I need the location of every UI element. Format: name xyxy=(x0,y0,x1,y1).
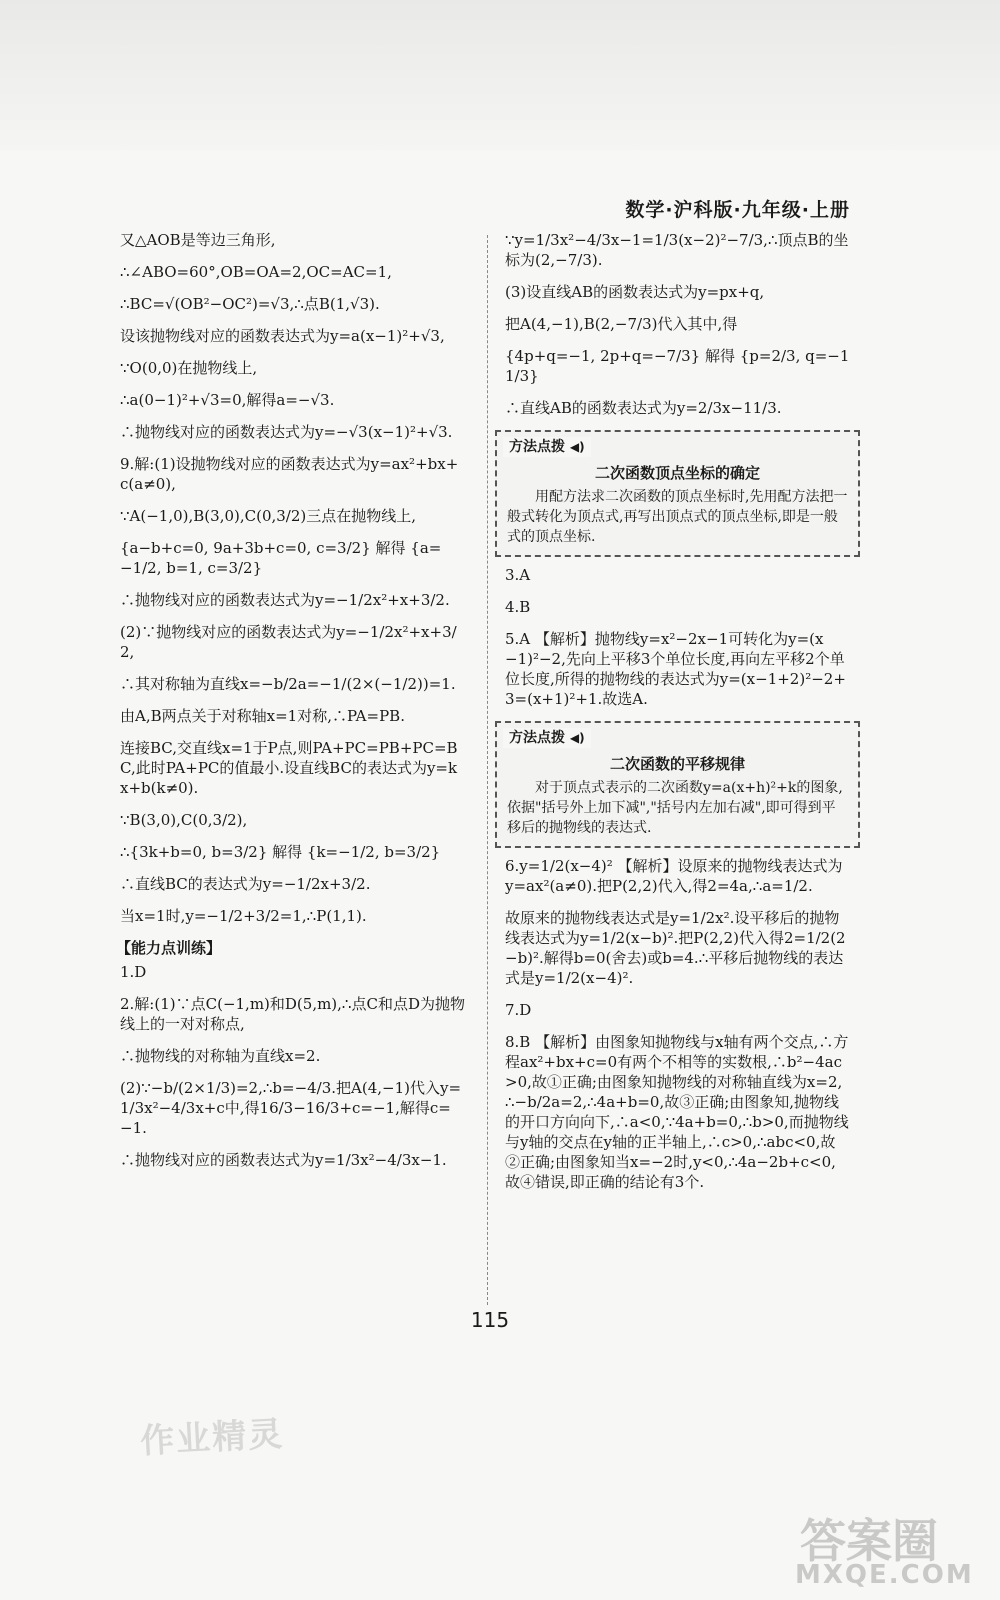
method-tip-title: 二次函数的平移规律 xyxy=(609,755,745,773)
method-tip-box-1 xyxy=(495,430,860,557)
answer-line: 2.解:(1)∵点C(−1,m)和D(5,m),∴点C和点D为抛物线上的一对对称点, xyxy=(120,995,465,1033)
answer-line: 6.y=1/2(x−4)² 【解析】设原来的抛物线表达式为y=ax²(a≠0).把P(2,2)代入,得2=4a,∴a=1/2. xyxy=(505,857,843,895)
answer-line: ∴抛物线的对称轴为直线x=2. xyxy=(120,1047,321,1065)
answer-line: ∴∠ABO=60°,OB=OA=2,OC=AC=1, xyxy=(120,263,392,281)
page-number: 115 xyxy=(470,1308,510,1332)
watermark: MXQE.COM xyxy=(795,1560,974,1590)
column-divider xyxy=(487,235,488,1305)
right-column-top xyxy=(505,230,850,418)
method-tip-title: 二次函数顶点坐标的确定 xyxy=(594,464,760,482)
answer-line: {a−b+c=0, 9a+3b+c=0, c=3/2} 解得 {a=−1/2, b=1, c=3/2} xyxy=(120,539,442,577)
method-tip-body: 用配方法求二次函数的顶点坐标时,先用配方法把一般式转化为顶点式,再写出顶点式的顶点坐标,即是一般式的顶点坐标. xyxy=(507,489,848,545)
method-tip-label: 方法点拨 ◀) xyxy=(503,437,591,457)
speaker-icon: ◀) xyxy=(569,440,585,454)
answer-line: ∵y=1/3x²−4/3x−1=1/3(x−2)²−7/3,∴顶点B的坐标为(2,−7/3). xyxy=(505,231,849,269)
left-column xyxy=(116,230,465,1182)
answer-line: (2)∵−b/(2×1/3)=2,∴b=−4/3.把A(4,−1)代入y=1/3x²−4/3x+c中,得16/3−16/3+c=−1,解得c=−1. xyxy=(120,1079,462,1137)
answer-line: 5.A 【解析】抛物线y=x²−2x−1可转化为y=(x−1)²−2,先向上平移3个单位长度,再向左平移2个单位长度,所得的抛物线的表达式为y=(x−1+2)²−2+3=(x+1)²+1.故选A. xyxy=(505,630,846,708)
answer-line: ∴a(0−1)²+√3=0,解得a=−√3. xyxy=(120,391,335,409)
answer-line: 4.B xyxy=(505,598,531,616)
answer-line: {4p+q=−1, 2p+q=−7/3} 解得 {p=2/3, q=−11/3} xyxy=(505,347,850,385)
answer-line: ∵O(0,0)在抛物线上, xyxy=(120,359,258,377)
section-heading: 【能力点训练】 xyxy=(116,939,222,957)
method-tip-label: 方法点拨 ◀) xyxy=(503,728,591,748)
watermark: 作业精灵 xyxy=(139,1414,286,1462)
speaker-icon: ◀) xyxy=(569,731,585,745)
answer-line: 设该抛物线对应的函数表达式为y=a(x−1)²+√3, xyxy=(120,327,445,345)
answer-line: 1.D xyxy=(120,963,147,981)
answer-line: ∴直线BC的表达式为y=−1/2x+3/2. xyxy=(120,875,371,893)
answer-line: ∴其对称轴为直线x=−b/2a=−1/(2×(−1/2))=1. xyxy=(120,675,456,693)
answer-line: ∵B(3,0),C(0,3/2), xyxy=(120,811,248,829)
answer-line: 由A,B两点关于对称轴x=1对称,∴PA=PB. xyxy=(120,707,405,725)
answer-line: ∴抛物线对应的函数表达式为y=−√3(x−1)²+√3. xyxy=(120,423,453,441)
method-tip-body: 对于顶点式表示的二次函数y=a(x+h)²+k的图象,依据"括号外上加下减","括号内左加右减",即可得到平移后的抛物线的表达式. xyxy=(507,780,843,836)
right-column-bottom xyxy=(505,856,850,1192)
answer-line: 8.B 【解析】由图象知抛物线与x轴有两个交点,∴方程ax²+bx+c=0有两个不相等的实数根,∴b²−4ac>0,故①正确;由图象知抛物线的对称轴直线为x=2,∴−b/2a=2,∴4a+b=0,故③正确;由图象知,抛物线的开口方向向下,∴a<0,∵4a+b=0,∴b>0,而抛物线与y轴的交点在y轴的正半轴上,∴c>0,∴abc<0,故②正确;由图象知当x=−2时,y<0,∴4a−2b+c<0,故④错误,即正确的结论有3个. xyxy=(505,1033,849,1191)
answer-line: 把A(4,−1),B(2,−7/3)代入其中,得 xyxy=(505,315,738,333)
watermark: 答案圈 xyxy=(800,1514,938,1568)
answer-line: 3.A xyxy=(505,566,531,584)
answer-line: ∴抛物线对应的函数表达式为y=−1/2x²+x+3/2. xyxy=(120,591,450,609)
page-header: 数学·沪科版·九年级·上册 xyxy=(625,199,850,221)
answer-line: 7.D xyxy=(505,1001,532,1019)
answer-line: 连接BC,交直线x=1于P点,则PA+PC=PB+PC=BC,此时PA+PC的值最小.设直线BC的表达式为y=kx+b(k≠0). xyxy=(120,739,458,797)
answer-line: (3)设直线AB的函数表达式为y=px+q, xyxy=(505,283,765,301)
right-column xyxy=(505,230,850,1204)
answer-line: ∴直线AB的函数表达式为y=2/3x−11/3. xyxy=(505,399,782,417)
answer-line: 9.解:(1)设抛物线对应的函数表达式为y=ax²+bx+c(a≠0), xyxy=(120,455,459,493)
answer-line: ∴BC=√(OB²−OC²)=√3,∴点B(1,√3). xyxy=(120,295,380,313)
right-column-mid xyxy=(505,565,850,709)
answer-line: 当x=1时,y=−1/2+3/2=1,∴P(1,1). xyxy=(120,907,367,925)
answer-line: ∴抛物线对应的函数表达式为y=1/3x²−4/3x−1. xyxy=(120,1151,447,1169)
top-band xyxy=(0,0,1000,150)
answer-line: 又△AOB是等边三角形, xyxy=(120,231,276,249)
answer-line: ∴{3k+b=0, b=3/2} 解得 {k=−1/2, b=3/2} xyxy=(120,843,441,861)
answer-line: 故原来的抛物线表达式是y=1/2x².设平移后的抛物线表达式为y=1/2(x−b)².把P(2,2)代入得2=1/2(2−b)².解得b=0(舍去)或b=4.∴平移后抛物线的表达式是y=1/2(x−4)². xyxy=(505,909,846,987)
method-tip-box-2 xyxy=(495,721,860,848)
answer-line: (2)∵抛物线对应的函数表达式为y=−1/2x²+x+3/2, xyxy=(120,623,457,661)
answer-line: ∵A(−1,0),B(3,0),C(0,3/2)三点在抛物线上, xyxy=(120,507,417,525)
